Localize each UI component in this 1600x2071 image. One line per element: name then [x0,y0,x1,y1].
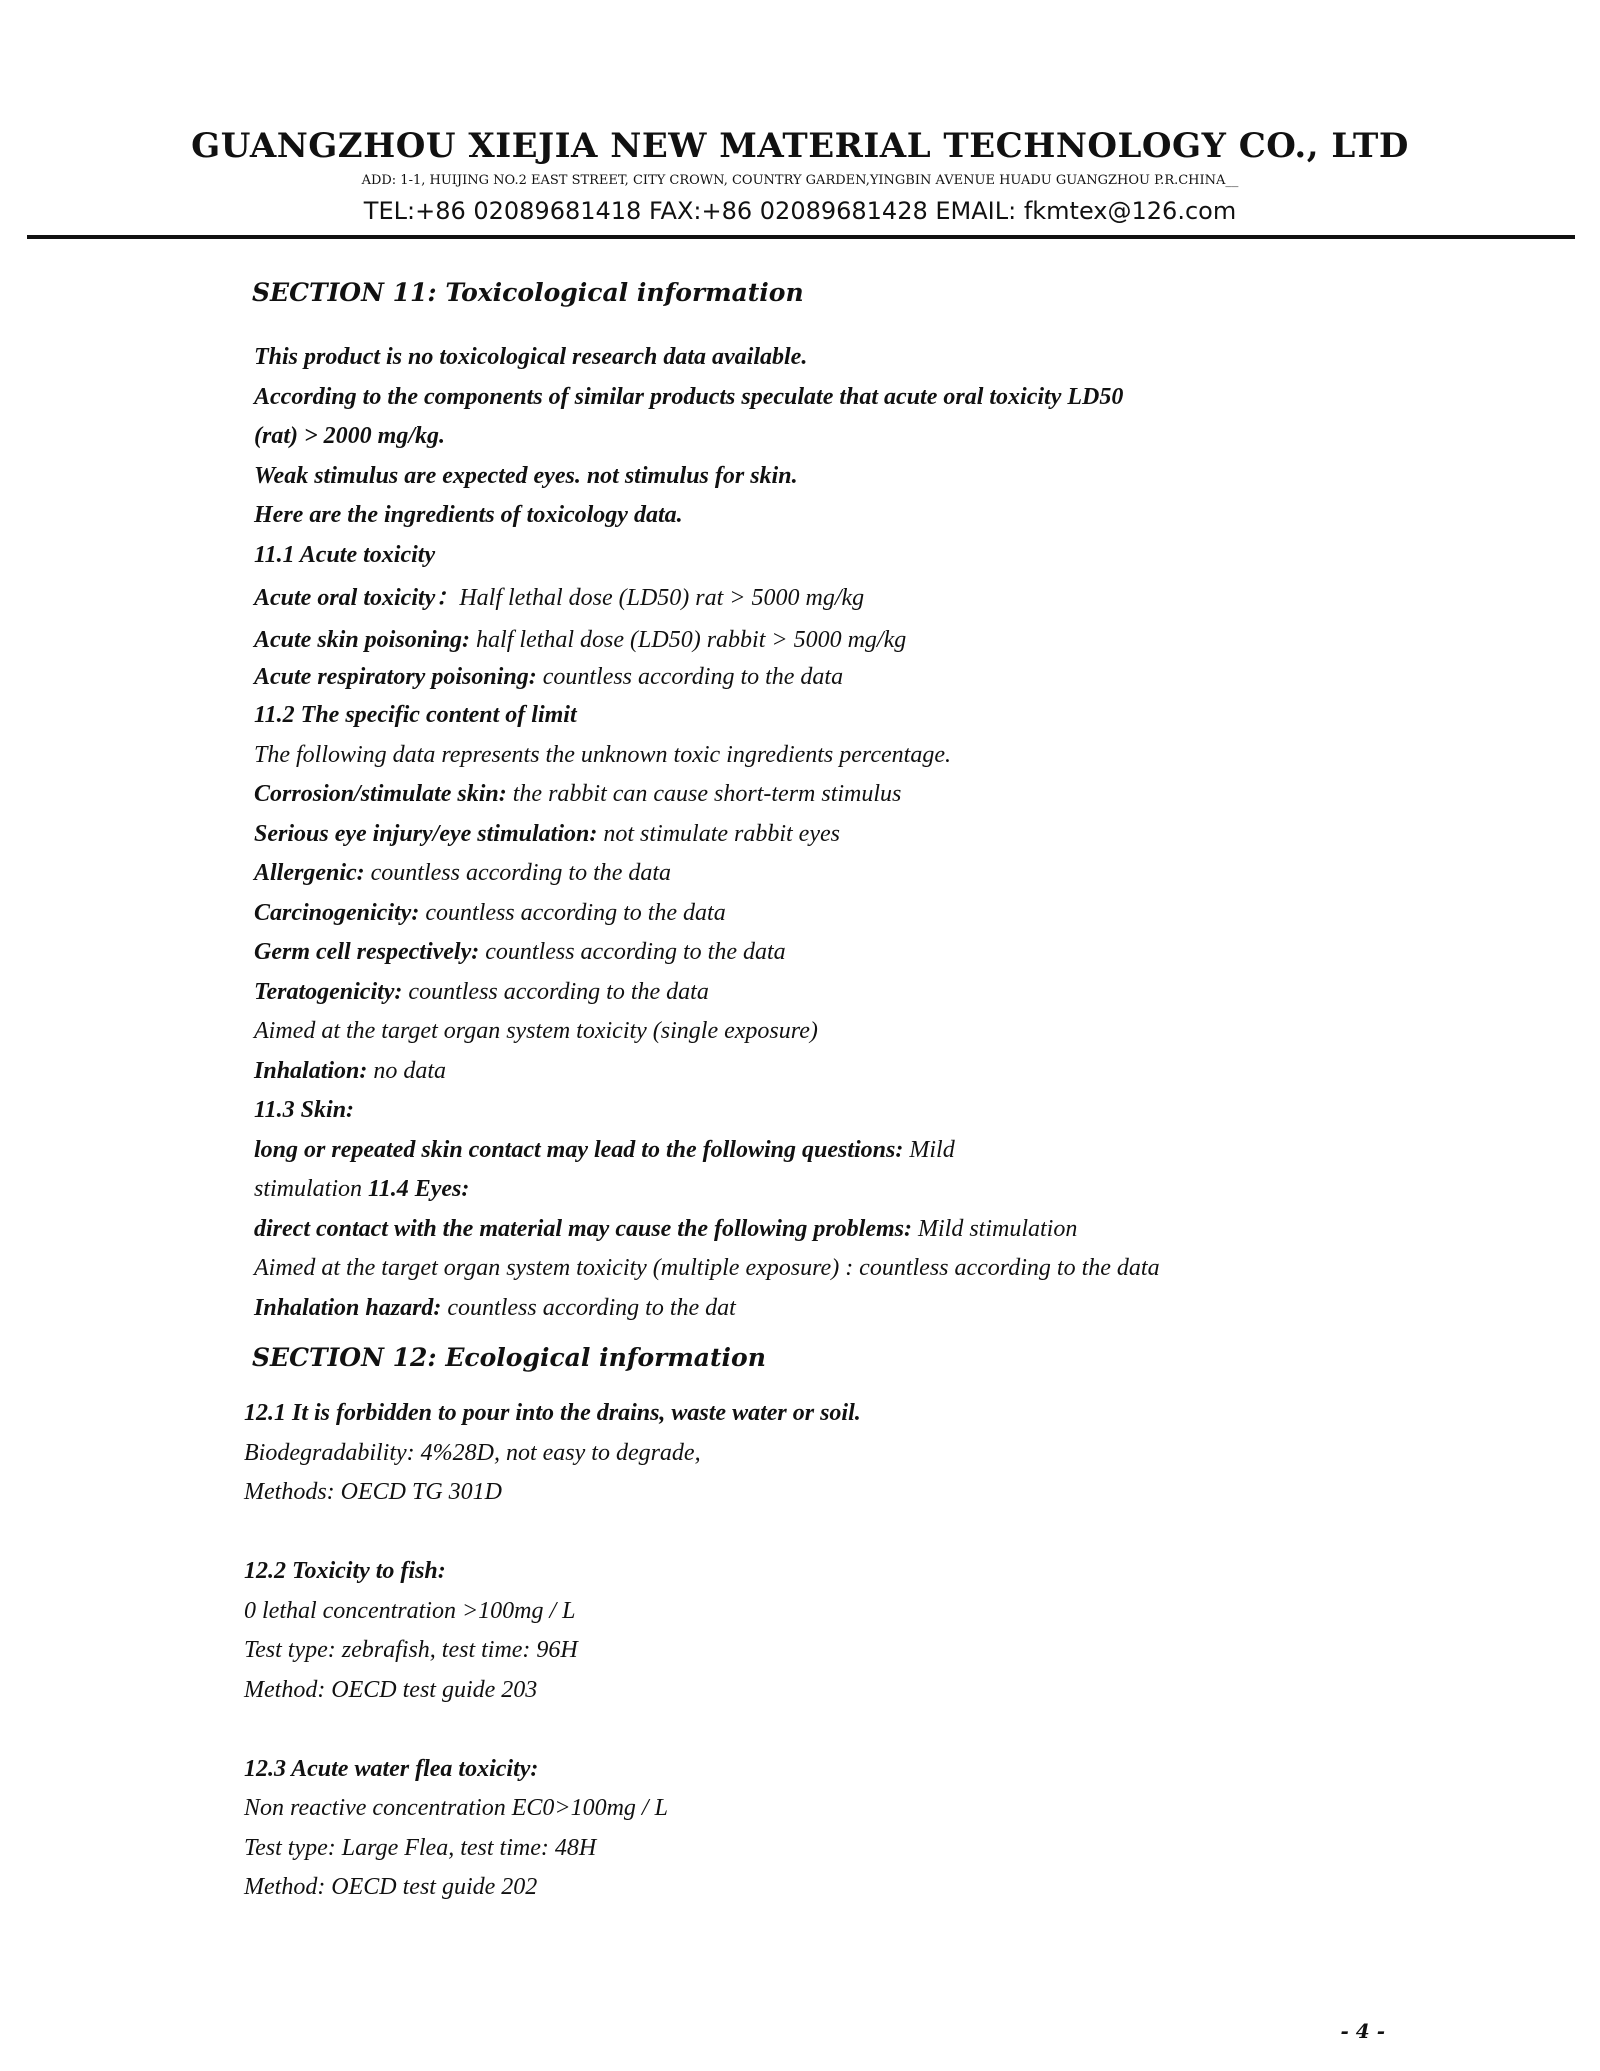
spacer [244,1513,861,1553]
skin-poisoning-value: half lethal dose (LD50) rabbit > 5000 mg/kg [470,627,907,653]
fish-concentration-line: 0 lethal concentration >100mg / L [244,1597,576,1624]
oral-toxicity-value: Half lethal dose (LD50) rat > 5000 mg/kg [459,585,865,611]
skin-heading: 11.3 Skin: [254,1097,355,1123]
eyes-contact-value: Mild stimulation [911,1215,1078,1242]
inhalation-line [254,1052,1160,1092]
allergenic-label: Allergenic: [254,860,365,886]
section-11-body [254,338,1160,1328]
skin-contact-line [254,1131,1160,1171]
skin-contact-cont: stimulation [254,1176,369,1202]
teratogenicity-value: countless according to the data [402,978,709,1005]
fish-test-type-line: Test type: zebrafish, test time: 96H [244,1637,578,1663]
allergenic-line [254,854,1160,894]
eye-injury-value: not stimulate rabbit eyes [597,820,840,847]
corrosion-line [254,775,1160,815]
respiratory-poisoning-value: countless according to the data [536,664,844,690]
corrosion-value: the rabbit can cause short-term stimulus [506,781,902,807]
skin-poisoning-line [254,622,1160,659]
flea-method-line: Method: OECD test guide 202 [244,1874,538,1900]
inhalation-value: no data [367,1057,447,1084]
eyes-heading: 11.4 Eyes: [368,1176,470,1202]
flea-concentration-line: Non reactive concentration EC0>100mg / L [244,1795,668,1821]
oral-toxicity-line [254,575,1160,622]
spacer [244,1710,861,1750]
carcinogenicity-line [254,894,1160,934]
company-address: ADD: 1-1, HUIJING NO.2 EAST STREET, CITY CROWN, COUNTRY GARDEN,YINGBIN AVENUE HUADU GUANGZHOU P.R.CHINA__ [361,173,1239,188]
germ-cell-line [254,933,1160,973]
header-divider [27,235,1575,239]
inhalation-hazard-line [254,1289,1160,1329]
limit-heading: 11.2 The specific content of limit [254,702,577,728]
flea-toxicity-heading: 12.3 Acute water flea toxicity: [244,1755,539,1782]
limit-note: The following data represents the unknown toxic ingredients percentage. [254,741,951,768]
respiratory-poisoning-label: Acute respiratory poisoning: [254,664,537,690]
methods-line: Methods: OECD TG 301D [244,1479,502,1505]
skin-poisoning-label: Acute skin poisoning: [254,627,471,653]
carcinogenicity-value: countless according to the data [419,899,726,926]
section-12-title: SECTION 12: Ecological information [252,1343,766,1372]
eyes-contact-line [254,1210,1160,1250]
fish-method-line: Method: OECD test guide 203 [244,1676,538,1703]
drains-heading: 12.1 It is forbidden to pour into the drains, waste water or soil. [244,1400,861,1426]
fish-toxicity-heading: 12.2 Toxicity to fish: [244,1558,446,1584]
acute-toxicity-heading: 11.1 Acute toxicity [254,541,436,568]
intro-line: This product is no toxicological research data available. [254,344,808,370]
corrosion-label: Corrosion/stimulate skin: [254,781,507,807]
germ-cell-label: Germ cell respectively: [254,939,480,965]
company-name: GUANGZHOU XIEJIA NEW MATERIAL TECHNOLOGY CO., LTD [191,126,1409,166]
section-12-body [244,1394,861,1908]
page-number: - 4 - [1340,2019,1385,2043]
inhalation-hazard-value: countless according to the dat [441,1294,736,1321]
intro-line: According to the components of similar products speculate that acute oral toxicity LD50 [254,383,1124,410]
letterhead [0,126,1600,228]
eyes-contact-label: direct contact with the material may cause the following problems: [254,1215,912,1242]
flea-test-type-line: Test type: Large Flea, test time: 48H [244,1834,597,1861]
skin-contact-value: Mild [903,1136,955,1163]
inhalation-hazard-label: Inhalation hazard: [254,1294,442,1321]
company-contact: TEL:+86 02089681418 FAX:+86 02089681428 EMAIL: fkmtex@126.com [363,197,1237,225]
multiple-exposure-line: Aimed at the target organ system toxicity (multiple exposure) : countless according to the data [254,1255,1160,1281]
oral-toxicity-label: Acute oral toxicity： [254,585,460,611]
biodegradability-line: Biodegradability: 4%28D, not easy to degrade, [244,1439,701,1466]
skin-contact-continuation [254,1170,1160,1210]
intro-line: Here are the ingredients of toxicology data. [254,502,683,528]
intro-line: (rat) > 2000 mg/kg. [254,423,446,449]
section-11-title: SECTION 11: Toxicological information [252,278,804,307]
skin-contact-label: long or repeated skin contact may lead to the following questions: [254,1136,904,1163]
single-exposure-line: Aimed at the target organ system toxicity (single exposure) [254,1018,818,1044]
teratogenicity-label: Teratogenicity: [254,978,403,1005]
germ-cell-value: countless according to the data [479,939,786,965]
intro-line: Weak stimulus are expected eyes. not stimulus for skin. [254,462,798,489]
eye-injury-label: Serious eye injury/eye stimulation: [254,820,598,847]
teratogenicity-line [254,973,1160,1013]
allergenic-value: countless according to the data [364,860,672,886]
respiratory-poisoning-line [254,659,1160,696]
carcinogenicity-label: Carcinogenicity: [254,899,420,926]
inhalation-label: Inhalation: [254,1057,368,1084]
eye-injury-line [254,815,1160,855]
